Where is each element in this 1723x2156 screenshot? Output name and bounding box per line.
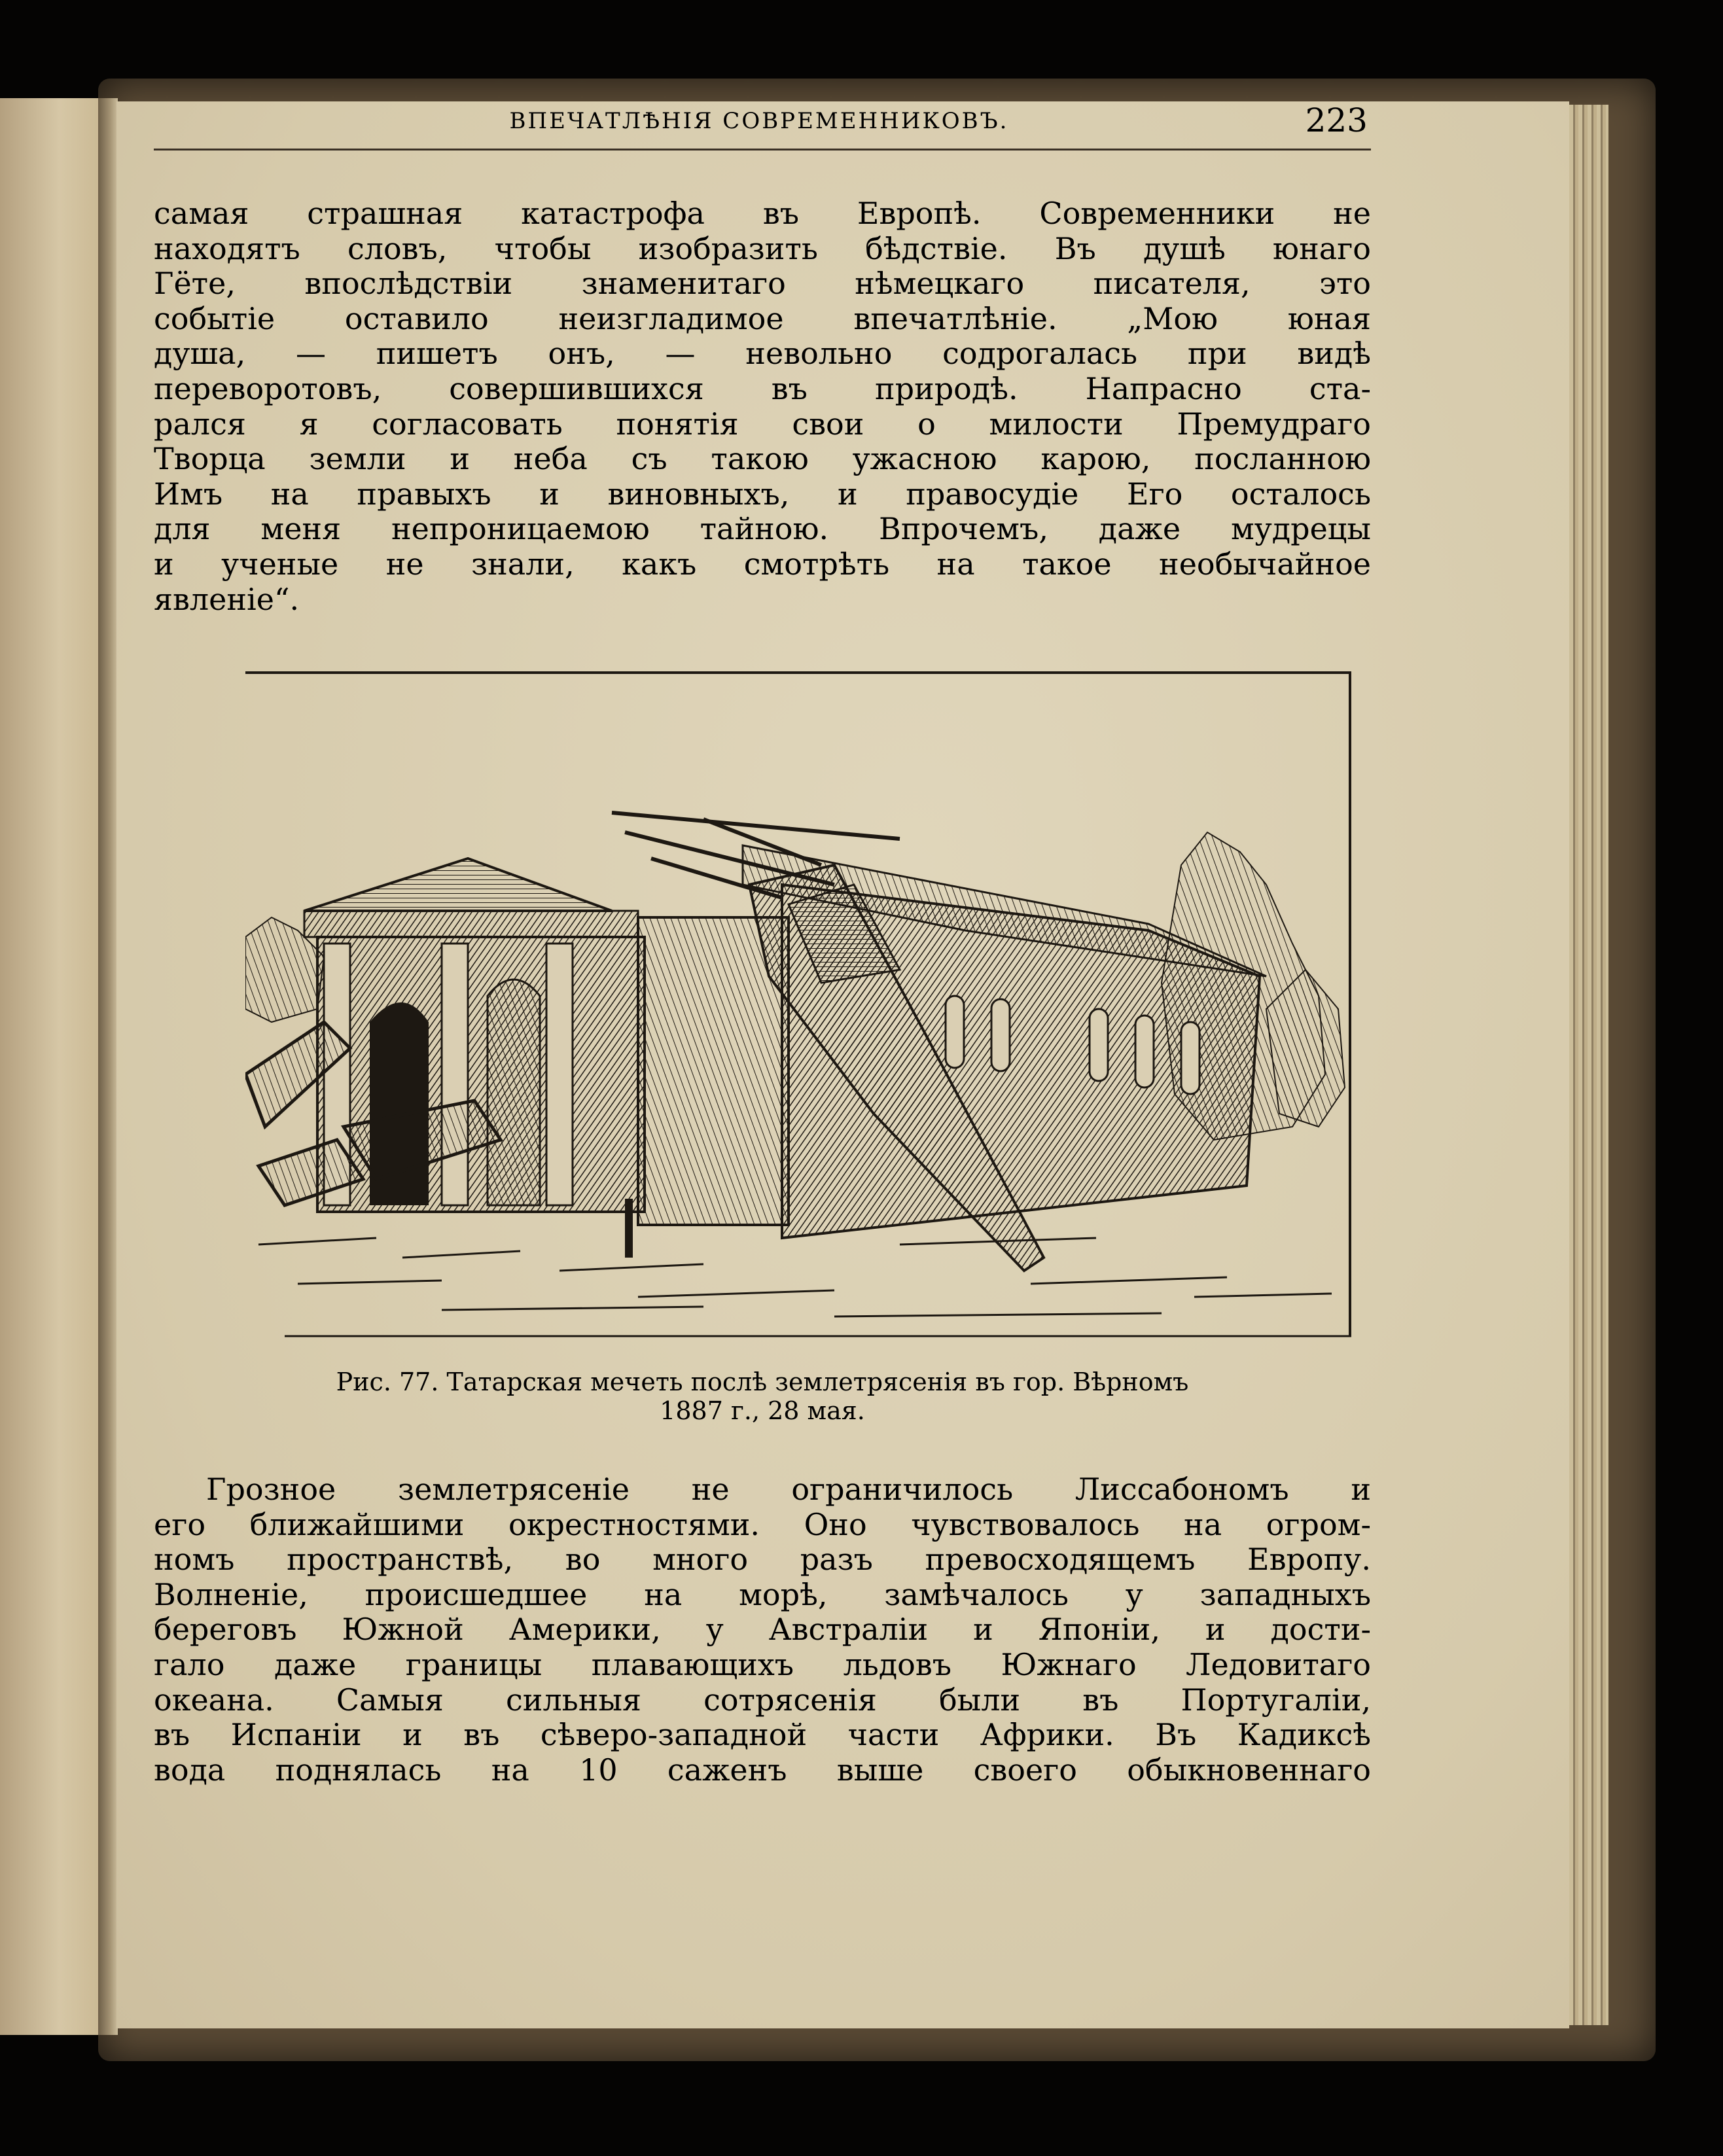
book-gutter bbox=[98, 98, 118, 2035]
text-line: номъ пространствѣ, во много разъ превосходящемъ Европу. bbox=[154, 1542, 1371, 1578]
running-head-title: ВПЕЧАТЛѢНІЯ СОВРЕМЕННИКОВЪ. bbox=[509, 108, 1009, 134]
text-line: и ученые не знали, какъ смотрѣть на такое необычайное bbox=[154, 546, 1371, 582]
text-line: океана. Самыя сильныя сотрясенія были въ Португаліи, bbox=[154, 1682, 1371, 1718]
text-line: его ближайшими окрестностями. Оно чувствовалось на огром- bbox=[154, 1506, 1371, 1542]
caption-line: 1887 г., 28 мая. bbox=[660, 1396, 865, 1425]
paragraph-1 bbox=[154, 196, 1371, 617]
text-line: Творца земли и неба съ такою ужасною карою, посланною bbox=[154, 441, 1371, 477]
page-edges bbox=[1569, 105, 1608, 2025]
text-line: гало даже границы плавающихъ льдовъ Южнаго Ледовитаго bbox=[154, 1646, 1371, 1682]
text-line: Волненіе, происшедшее на морѣ, замѣчалось у западныхъ bbox=[154, 1576, 1371, 1612]
text-line: для меня непроницаемою тайною. Впрочемъ, даже мудрецы bbox=[154, 511, 1371, 547]
text-line: находятъ словъ, чтобы изобразить бѣдствіе. Въ душѣ юнаго bbox=[154, 230, 1371, 266]
left-page bbox=[0, 98, 108, 2035]
figure-caption bbox=[154, 1368, 1371, 1425]
text-line-content: Грозное землетрясеніе не ограничилось Лиссабономъ и bbox=[206, 1472, 1371, 1507]
text-line: явленіе“. bbox=[154, 581, 300, 617]
text-line: Имъ на правыхъ и виновныхъ, и правосудіе Его осталось bbox=[154, 476, 1371, 512]
text-line: переворотовъ, совершившихся въ природѣ. Напрасно ста- bbox=[154, 370, 1371, 406]
page-number: 223 bbox=[1305, 101, 1368, 139]
text-line: самая страшная катастрофа въ Европѣ. Современники не bbox=[154, 196, 1371, 231]
header-rule bbox=[154, 149, 1371, 150]
running-head bbox=[151, 101, 1368, 147]
text-line: рался я согласовать понятія свои о милости Премудраго bbox=[154, 406, 1371, 442]
text-line: вода поднялась на 10 саженъ выше своего обыкновеннаго bbox=[154, 1752, 1371, 1788]
caption-line: Рис. 77. Татарская мечеть послѣ землетрясенія въ гор. Вѣрномъ bbox=[336, 1368, 1189, 1396]
text-line: душа, — пишетъ онъ, — невольно содрогалась при видѣ bbox=[154, 336, 1371, 372]
text-line: Гёте, впослѣдствіи знаменитаго нѣмецкаго писателя, это bbox=[154, 266, 1371, 302]
illustration-mosque-ruins bbox=[245, 669, 1368, 1343]
text-line: береговъ Южной Америки, у Австраліи и Японіи, и дости- bbox=[154, 1612, 1371, 1648]
text-line: въ Испаніи и въ сѣверо-западной части Африки. Въ Кадиксѣ bbox=[154, 1717, 1371, 1753]
text-line bbox=[154, 1472, 1371, 1508]
text-line: событіе оставило неизгладимое впечатлѣніе. „Мою юная bbox=[154, 300, 1371, 336]
paragraph-2 bbox=[154, 1472, 1371, 1788]
